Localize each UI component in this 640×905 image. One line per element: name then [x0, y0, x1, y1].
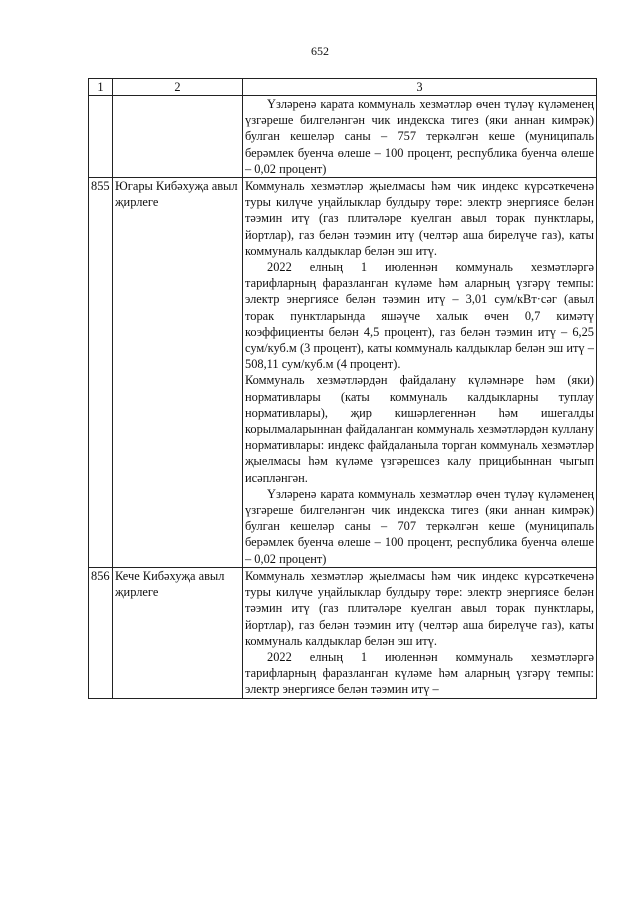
description-cell [243, 96, 597, 178]
row-number [89, 96, 113, 178]
description-cell [243, 567, 597, 698]
paragraph: Үзләренә карата коммуналь хезмәтләр өчен түләү күләменең үзгәреше билгеләнгән чик индекска тигез (яки аннан кимрәк) булган кешеләр саны – 757 теркәлгән кеше (муниципаль берәмлек буенча өлеше – 100 процент, республика буенча өлеше – 0,02 процент) [245, 97, 594, 176]
paragraph: Коммуналь хезмәтләрдән файдалану күләмнәре һәм (яки) нормативлары (каты коммуналь калдыкларны туплау нормативлары), җир кишәрлегеннән һәм ишегалды корылмаларыннан файдаланган коммуналь хезмәтләрдән куллану нормативлары: индекс файдаланыла торган коммуналь хезмәтләр җыелмасы һәм күләме үзгәрешсез калу прицибыннан чыгып исәпләнгән. [245, 373, 594, 485]
paragraph: 2022 елның 1 июленнән коммуналь хезмәтләргә тарифларның фаразланган күләме һәм аларның үзгәрү темпы: электр энергиясе белән тәэмин итү – 3,01 сум/кВт·сәг (авыл торак пунктларында яшәүче халык өчен 0,7 кимәтү коэффициенты белән 4,5 процент), газ белән тәэмин итү – 6,25 сум/куб.м (3 процент), каты коммуналь калдыклар белән эш итү – 508,11 сум/куб.м (4 процент). [245, 260, 594, 372]
paragraph: Коммуналь хезмәтләр җыелмасы һәм чик индекс күрсәткеченә туры килүче уңайлыклар булдыру төре: электр энергиясе белән тәэмин итү (газ плитәләре куелган авыл торак пунктлары, йортлар), газ белән тәэмин итү (челтәр аша бирелүче газ), каты коммуналь калдыклар белән эш итү. [245, 179, 594, 258]
column-header-3: 3 [243, 79, 597, 96]
settlement-name: Кече Кибәхуҗа авыл җирлеге [113, 567, 243, 698]
paragraph: Коммуналь хезмәтләр җыелмасы һәм чик индекс күрсәткеченә туры килүче уңайлыклар булдыру төре: электр энергиясе белән тәэмин итү (газ плитәләре куелган авыл торак пунктлары, йортлар), газ белән тәэмин итү (челтәр аша бирелүче газ), каты коммуналь калдыклар белән эш итү. [245, 568, 594, 648]
paragraph: Үзләренә карата коммуналь хезмәтләр өчен түләү күләменең үзгәреше билгеләнгән чик индекска тигез (яки аннан кимрәк) булган кешеләр саны – 707 теркәлгән кеше (муниципаль берәмлек буенча өлеше – 100 процент, республика буенча өлеше – 0,02 процент) [245, 486, 594, 566]
column-header-1: 1 [89, 79, 113, 96]
description-cell [243, 178, 597, 568]
paragraph: 2022 елның 1 июленнән коммуналь хезмәтләргә тарифларның фаразланган күләме һәм аларның үзгәрү темпы: электр энергиясе белән тәэмин итү – [245, 649, 594, 697]
table-header [89, 79, 597, 96]
table-row [89, 567, 597, 698]
table-row [89, 96, 597, 178]
header-row [89, 79, 597, 96]
page-number: 652 [311, 44, 329, 58]
row-number: 856 [89, 567, 113, 698]
row-number: 855 [89, 178, 113, 568]
column-header-2: 2 [113, 79, 243, 96]
document-table [88, 78, 597, 699]
settlement-name [113, 96, 243, 178]
table-row [89, 178, 597, 568]
settlement-name: Югары Кибәхуҗа авыл җирлеге [113, 178, 243, 568]
